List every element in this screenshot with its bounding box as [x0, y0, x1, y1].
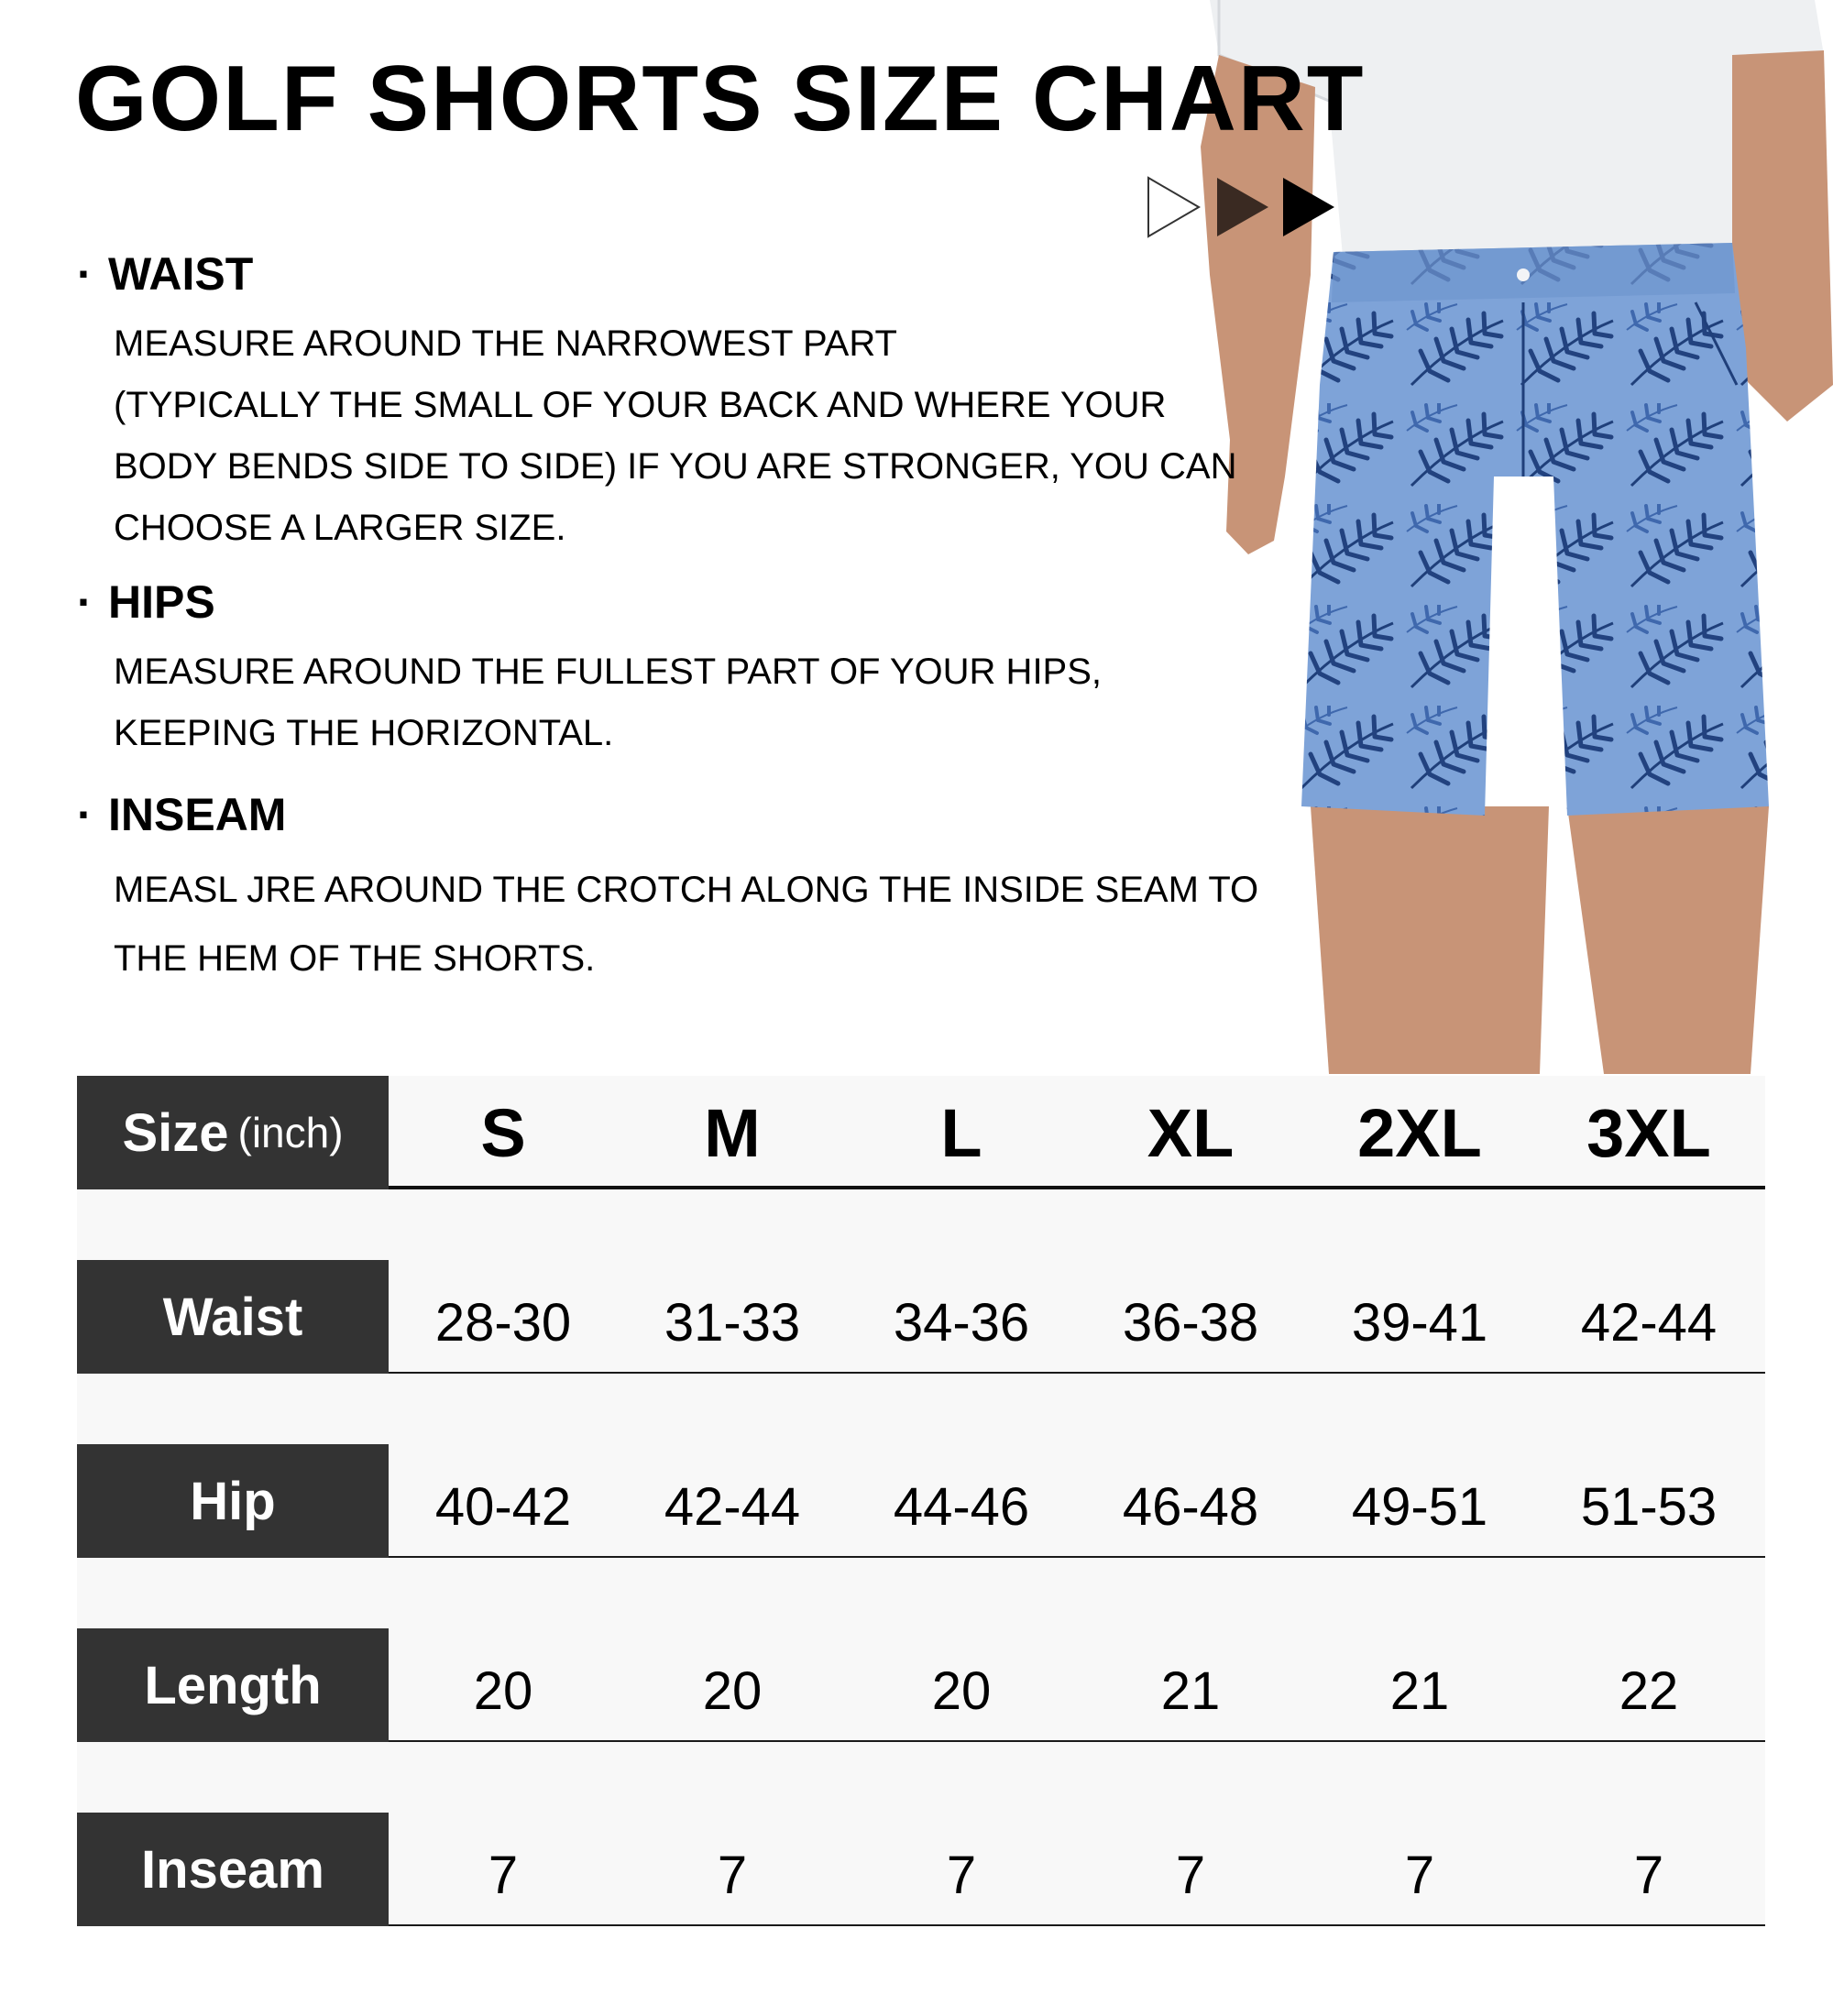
table-cell: 49-51 [1351, 1477, 1488, 1537]
table-cell: 7 [1404, 1846, 1435, 1905]
waist-line-4: CHOOSE A LARGER SIZE. [114, 508, 566, 548]
table-cell: 7 [488, 1846, 519, 1905]
waist-section: · WAIST MEASURE AROUND THE NARROWEST PART (TYPICALLY THE SMALL OF YOUR BACK AND WHERE YOUR BODY BENDS SIDE TO SIDE) IF YOU ARE STRONGER, YOU CAN CHOOSE A LARGER SIZE. [77, 251, 1236, 559]
table-cell: 40-42 [434, 1477, 572, 1537]
row-label-inseam: Inseam [77, 1813, 389, 1926]
size-label: Size [122, 1102, 229, 1163]
table-cell: 20 [702, 1661, 763, 1721]
waist-heading: WAIST [108, 248, 254, 300]
table-row [77, 1374, 1765, 1558]
page-title: GOLF SHORTS SIZE CHART [75, 48, 1366, 150]
table-cell: 28-30 [434, 1293, 572, 1353]
row-label-hip: Hip [77, 1444, 389, 1558]
size-table [77, 1076, 1765, 1926]
table-cell: 39-41 [1351, 1293, 1488, 1353]
size-l: L [940, 1095, 982, 1171]
table-cell: 7 [1175, 1846, 1206, 1905]
inseam-line-2: THE HEM OF THE SHORTS. [114, 938, 596, 979]
brown-arrow-icon [1217, 178, 1268, 236]
table-cell: 31-33 [664, 1293, 801, 1353]
size-3xl: 3XL [1586, 1095, 1711, 1171]
model-photo [1182, 0, 1833, 1074]
table-cell: 42-44 [664, 1477, 801, 1537]
unit-label: (inch) [237, 1109, 344, 1156]
table-cell: 20 [473, 1661, 533, 1721]
table-cell: 21 [1389, 1661, 1450, 1721]
table-cell: 7 [1633, 1846, 1664, 1905]
row-label-length: Length [77, 1628, 389, 1742]
hips-section: · HIPS MEASURE AROUND THE FULLEST PART OF YOUR HIPS, KEEPING THE HORIZONTAL. [77, 579, 1102, 764]
size-2xl: 2XL [1357, 1095, 1482, 1171]
table-cell: 21 [1160, 1661, 1221, 1721]
inseam-heading: INSEAM [108, 789, 287, 840]
waist-line-1: MEASURE AROUND THE NARROWEST PART [114, 323, 897, 364]
hips-line-1: MEASURE AROUND THE FULLEST PART OF YOUR HIPS, [114, 652, 1103, 692]
inseam-section: · INSEAM MEASL JRE AROUND THE CROTCH ALONG THE INSIDE SEAM TO THE HEM OF THE SHORTS. [77, 792, 1258, 993]
table-cell: 7 [717, 1846, 748, 1905]
table-row [77, 1558, 1765, 1742]
waist-line-2: (TYPICALLY THE SMALL OF YOUR BACK AND WHERE YOUR [114, 385, 1167, 425]
table-cell: 7 [946, 1846, 977, 1905]
size-m: M [704, 1095, 761, 1171]
table-cell: 51-53 [1580, 1477, 1718, 1537]
black-arrow-icon [1283, 178, 1334, 236]
table-cell: 44-46 [893, 1477, 1030, 1537]
table-cell: 34-36 [893, 1293, 1030, 1353]
inseam-line-1: MEASL JRE AROUND THE CROTCH ALONG THE INSIDE SEAM TO [114, 870, 1259, 910]
size-xl: XL [1147, 1095, 1235, 1171]
waist-line-3: BODY BENDS SIDE TO SIDE) IF YOU ARE STRONGER, YOU CAN [114, 446, 1237, 487]
row-label-waist: Waist [77, 1260, 389, 1374]
hips-line-2: KEEPING THE HORIZONTAL. [114, 713, 614, 753]
table-header-row [77, 1076, 1765, 1189]
table-cell: 22 [1619, 1661, 1679, 1721]
hips-heading: HIPS [108, 576, 215, 628]
table-cell: 20 [931, 1661, 992, 1721]
table-cell: 36-38 [1122, 1293, 1259, 1353]
size-s: S [480, 1095, 526, 1171]
divider [389, 1924, 1765, 1926]
size-header-label [77, 1076, 389, 1189]
arrow-decoration [1146, 174, 1338, 240]
table-row [77, 1189, 1765, 1374]
table-cell: 46-48 [1122, 1477, 1259, 1537]
outline-arrow-icon [1148, 178, 1199, 236]
table-row [77, 1742, 1765, 1926]
table-cell: 42-44 [1580, 1293, 1718, 1353]
